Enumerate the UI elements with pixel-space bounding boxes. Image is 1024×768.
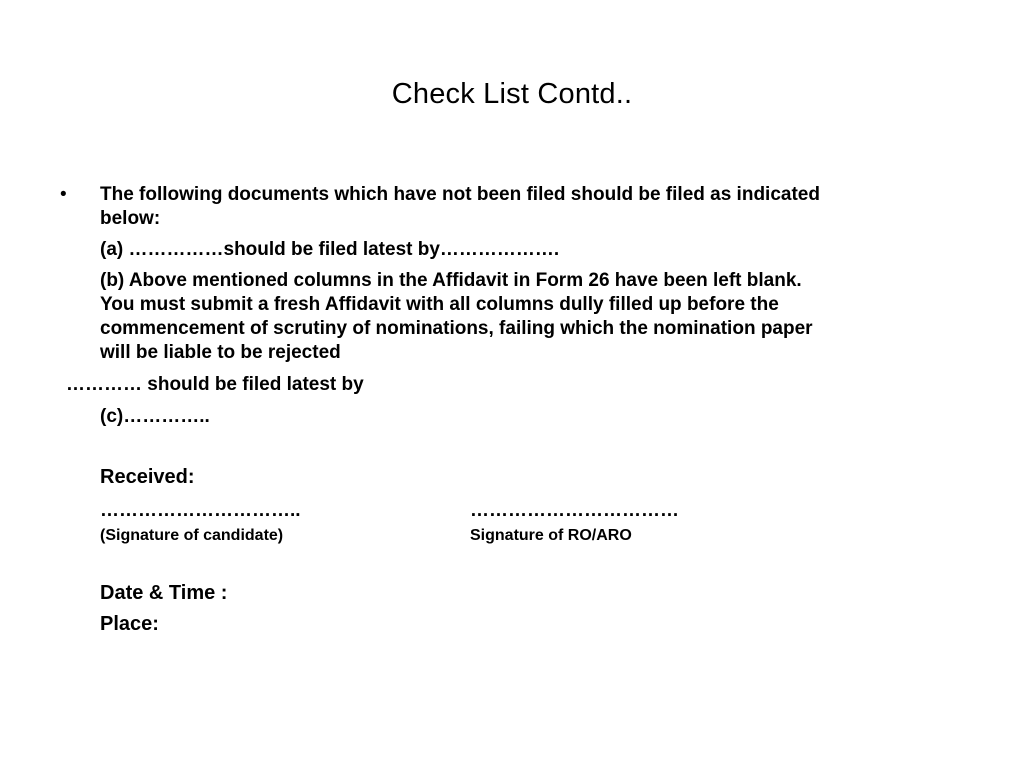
item-c: (c)………….. (100, 406, 210, 427)
slide-title: Check List Contd.. (391, 78, 633, 110)
date-time-label: Date & Time : (100, 582, 228, 604)
item-b-line-1: (b) Above mentioned columns in the Affidavit in Form 26 have been left blank. (100, 270, 802, 291)
item-b-line-3: commencement of scrutiny of nominations, failing which the nomination paper (100, 318, 813, 339)
bullet-icon: • (60, 184, 67, 205)
candidate-signature-line: ………………………….. (100, 500, 301, 521)
item-a: (a) ……………should be filed latest by………………. (100, 239, 560, 260)
place-label: Place: (100, 613, 159, 635)
intro-line-1: The following documents which have not been filed should be filed as indicated (100, 184, 820, 205)
ro-signature-line: …………………………… (470, 500, 679, 521)
ro-signature-label: Signature of RO/ARO (470, 527, 632, 544)
received-label: Received: (100, 466, 195, 488)
intro-line-2: below: (100, 208, 161, 229)
filed-by-line: ………… should be filed latest by (66, 374, 364, 395)
item-b-line-4: will be liable to be rejected (100, 342, 341, 363)
candidate-signature-label: (Signature of candidate) (100, 527, 284, 544)
item-b-line-2: You must submit a fresh Affidavit with all columns dully filled up before the (100, 294, 779, 315)
